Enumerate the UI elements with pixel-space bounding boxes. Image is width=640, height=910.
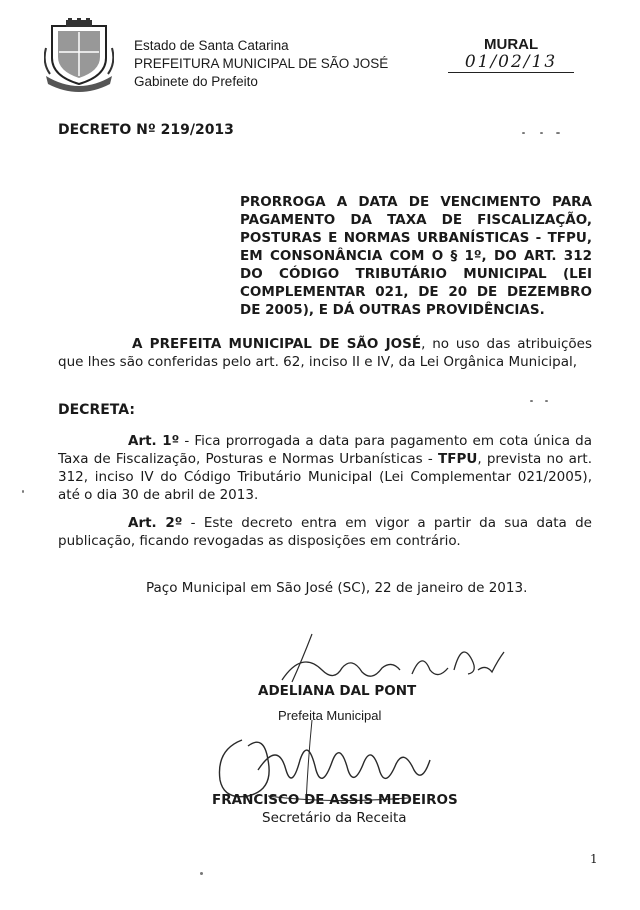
scan-speck bbox=[540, 132, 543, 134]
article-1 bbox=[58, 432, 592, 504]
header-prefeitura: PREFEITURA MUNICIPAL DE SÃO JOSÉ bbox=[134, 56, 389, 71]
article-1-tfpu: TFPU bbox=[438, 451, 478, 467]
decreta-heading: DECRETA: bbox=[58, 402, 135, 418]
signatory-2-name: FRANCISCO DE ASSIS MEDEIROS bbox=[212, 792, 458, 808]
article-2 bbox=[58, 514, 592, 550]
article-1-text-a: - Fica prorrogada a data para pagamento em cota única da Taxa de Fiscalização, Posturas e Normas Urbanísticas - bbox=[58, 433, 592, 467]
scan-speck bbox=[556, 132, 560, 134]
scan-speck bbox=[530, 400, 533, 402]
article-2-text: - Este decreto entra em vigor a partir da sua data de publicação, ficando revogadas as disposições em contrário. bbox=[58, 515, 592, 549]
closing-place-date: Paço Municipal em São José (SC), 22 de janeiro de 2013. bbox=[146, 580, 528, 596]
preamble-authority: A PREFEITA MUNICIPAL DE SÃO JOSÉ bbox=[132, 336, 422, 352]
signatory-1-role: Prefeita Municipal bbox=[278, 708, 382, 723]
scan-speck bbox=[522, 132, 525, 134]
preamble-text: , no uso das atribuições que lhes são conferidas pelo art. 62, inciso II e IV, da Lei Orgânica Municipal, bbox=[58, 336, 592, 370]
scan-speck bbox=[545, 400, 548, 402]
page-number: 1 bbox=[590, 852, 598, 866]
article-1-text-b: , prevista no art. 312, inciso IV do Código Tributário Municipal (Lei Complementar 021/2005), até o dia 30 de abril de 2013. bbox=[58, 451, 592, 503]
decree-ementa: PRORROGA A DATA DE VENCIMENTO PARA PAGAMENTO DA TAXA DE FISCALIZAÇÃO, POSTURAS E NORMAS URBANÍSTICAS - TFPU, EM CONSONÂNCIA COM O § 1º, DO ART. 312 DO CÓDIGO TRIBUTÁRIO MUNICIPAL (LEI COMPLEMENTAR 021, DE 20 DE DEZEMBRO DE 2005), E DÁ OUTRAS PROVIDÊNCIAS. bbox=[240, 194, 592, 318]
signatory-1-name: ADELIANA DAL PONT bbox=[258, 683, 417, 699]
scan-speck bbox=[22, 490, 24, 493]
mural-date: 01/02/13 bbox=[448, 52, 574, 73]
header-gabinete: Gabinete do Prefeito bbox=[134, 74, 258, 89]
article-1-label: Art. 1º bbox=[128, 433, 180, 449]
signature-prefeita bbox=[272, 630, 512, 690]
mural-label: MURAL bbox=[484, 36, 539, 53]
decree-number: DECRETO Nº 219/2013 bbox=[58, 122, 234, 138]
header-state: Estado de Santa Catarina bbox=[134, 38, 289, 53]
decree-preamble bbox=[58, 335, 592, 371]
scan-speck bbox=[200, 872, 203, 875]
coat-of-arms-icon bbox=[44, 18, 114, 92]
article-2-label: Art. 2º bbox=[128, 515, 183, 531]
signatory-2-role: Secretário da Receita bbox=[262, 810, 407, 826]
